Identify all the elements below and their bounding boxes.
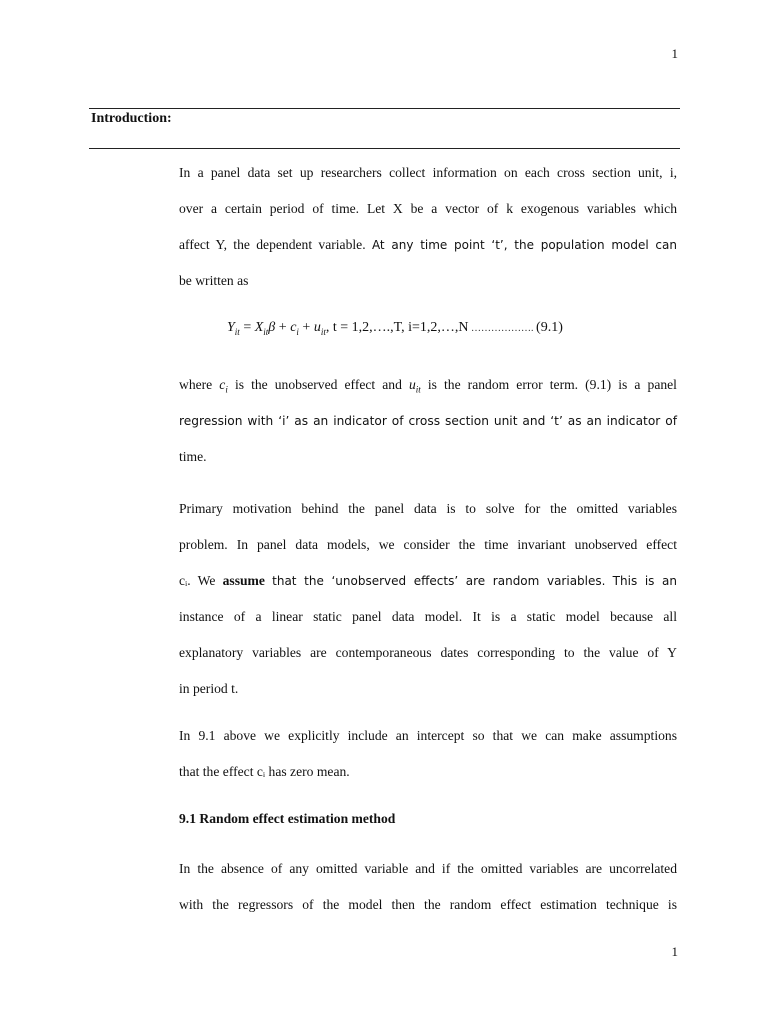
text-line: where $c_i$ is the unobserved effect and $u_{it}$ is the random error term. (9.1) is a panel (179, 377, 677, 395)
paragraph-intercept (179, 726, 677, 798)
text-line: In the absence of any omitted variable and if the omitted variables are uncorrelated (179, 861, 677, 876)
text-line: in period t. (179, 681, 239, 696)
text-line: problem. In panel data models, we consider the time invariant unobserved effect (179, 537, 677, 552)
heading-rule-bottom (89, 148, 680, 149)
equation-label: (9.1) (536, 320, 563, 335)
subsection-heading: 9.1 Random effect estimation method (179, 811, 396, 826)
text-line: over a certain period of time. Let X be a vector of k exogenous variables which (179, 201, 677, 216)
text-line: explanatory variables are contemporaneous dates corresponding to the value of Y (179, 645, 677, 660)
text-line: affect Y, the dependent variable. At any time point ‘t’, the population model can (179, 237, 677, 252)
text-line: with the regressors of the model then the random effect estimation technique is (179, 897, 677, 912)
text-line: instance of a linear static panel data model. It is a static model because all (179, 609, 677, 624)
equation-9-1: $Y_{it} = X_{it}\beta + c_i + u_{it}$, t = 1,2,….,T, i=1,2,…,N ………………. (9.1) (227, 320, 563, 337)
text-line: cᵢ. We assume that the ‘unobserved effects’ are random variables. This is an (179, 573, 677, 588)
heading-rule-top (89, 108, 680, 109)
paragraph-intro (179, 163, 677, 307)
text-line: time. (179, 449, 207, 464)
text-line: Primary motivation behind the panel data is to solve for the omitted variables (179, 501, 677, 516)
text-line: that the effect cᵢ has zero mean. (179, 764, 350, 779)
paragraph-random-effect (179, 859, 677, 931)
text-line: In a panel data set up researchers collect information on each cross section unit, i, (179, 165, 677, 180)
section-heading: Introduction: (91, 111, 172, 126)
text-line: regression with ‘i’ as an indicator of cross section unit and ‘t’ as an indicator of (179, 414, 677, 428)
paragraph-motivation (179, 499, 677, 715)
text-line: In 9.1 above we explicitly include an intercept so that we can make assumptions (179, 728, 677, 743)
page-number-top: 1 (671, 46, 678, 61)
text-line: be written as (179, 273, 249, 288)
paragraph-where (179, 375, 677, 483)
page-number-bottom: 1 (671, 944, 678, 959)
